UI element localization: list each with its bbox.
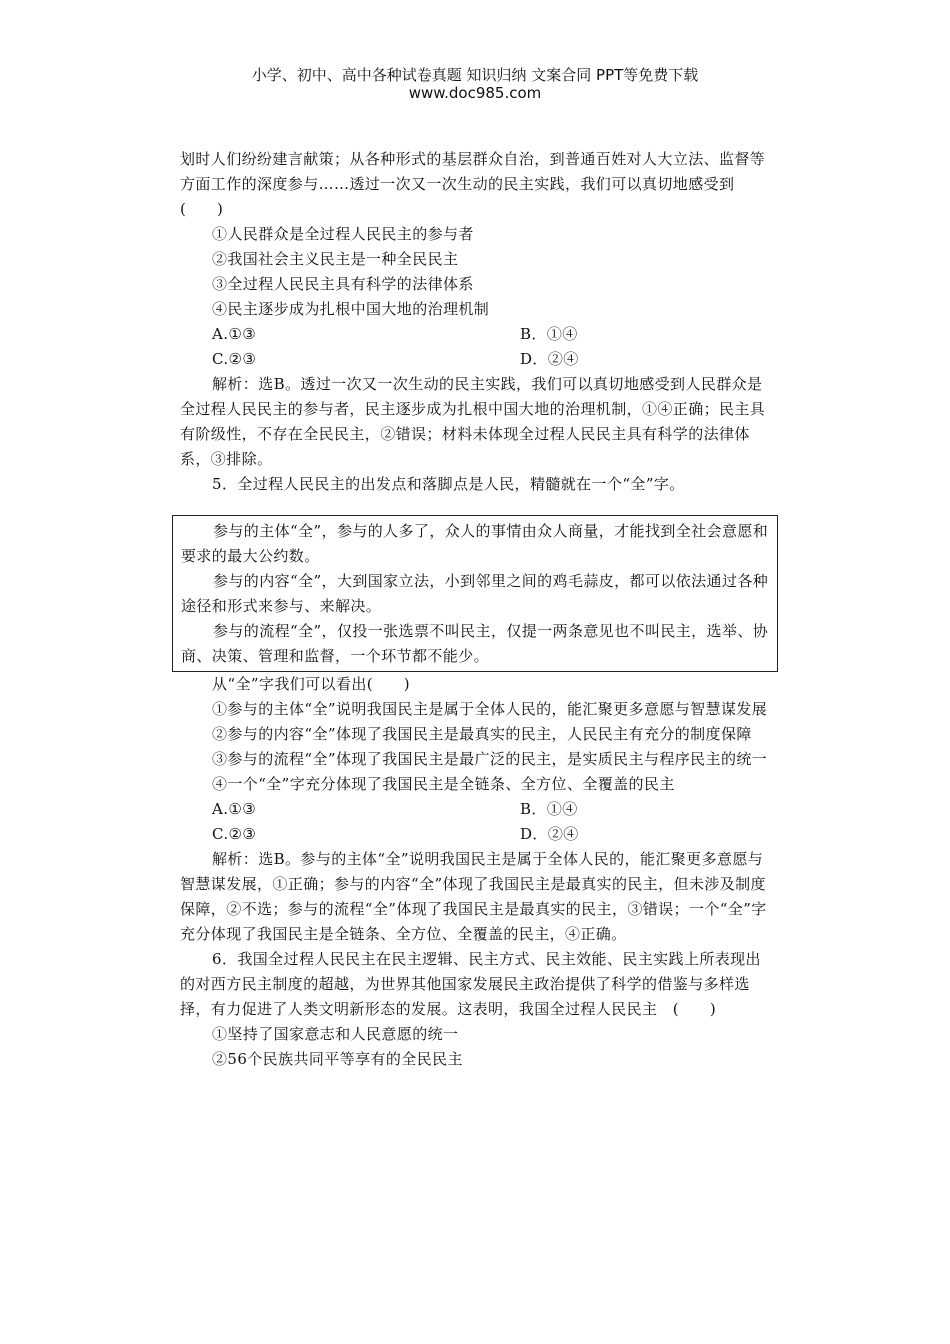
spacer — [180, 497, 770, 515]
q4-choices-row-1 — [180, 322, 770, 347]
q5-item-2: ②参与的内容“全”体现了我国民主是最真实的民主，人民民主有充分的制度保障 — [212, 725, 752, 743]
q5-item-3: ③参与的流程“全”体现了我国民主是最广泛的民主，是实质民主与程序民主的统一 — [212, 750, 768, 768]
q6-item-1: ①坚持了国家意志和人民意愿的统一 — [212, 1025, 459, 1043]
q6-stem: 6．我国全过程人民民主在民主逻辑、民主方式、民主效能、民主实践上所表现出的对西方民主制度的超越，为世界其他国家发展民主政治提供了科学的借鉴与多样选择，有力促进了人类文明新形态的发展。这表明，我国全过程人民民主 ( ) — [180, 950, 761, 1018]
header-title: 小学、初中、高中各种试卷真题 知识归纳 文案合同 PPT等免费下载 — [251, 66, 699, 84]
q4-analysis: 解析：选B。透过一次又一次生动的民主实践，我们可以真切地感受到人民群众是全过程人民民主的参与者，民主逐步成为扎根中国大地的治理机制，①④正确；民主具有阶级性，不存在全民民主，②错误；材料未体现全过程人民民主具有科学的法律体系，③排除。 — [180, 375, 766, 468]
q4-choice-d: D．②④ — [520, 350, 579, 368]
q5-choice-b: B．①④ — [520, 800, 578, 818]
q5-choice-c: C.②③ — [212, 825, 257, 843]
page-header — [0, 66, 950, 102]
document-body — [180, 147, 770, 1072]
q5-question: 从“全”字我们可以看出( ) — [212, 675, 411, 693]
q5-item-1: ①参与的主体“全”说明我国民主是属于全体人民的，能汇聚更多意愿与智慧谋发展 — [212, 700, 768, 718]
q4-stem: 划时人们纷纷建言献策；从各种形式的基层群众自治，到普通百姓对人大立法、监督等方面工作的深度参与……透过一次又一次生动的民主实践，我们可以真切地感受到( ) — [180, 150, 766, 218]
q4-choice-a: A.①③ — [212, 325, 257, 343]
header-url: www.doc985.com — [408, 84, 542, 102]
q4-choices-row-2 — [180, 347, 770, 372]
q4-item-2: ②我国社会主义民主是一种全民民主 — [212, 250, 459, 268]
q4-item-1: ①人民群众是全过程人民民主的参与者 — [212, 225, 474, 243]
q4-choice-c: C.②③ — [212, 350, 257, 368]
q4-choice-b: B．①④ — [520, 325, 578, 343]
q5-choice-a: A.①③ — [212, 800, 257, 818]
q5-analysis: 解析：选B。参与的主体“全”说明我国民主是属于全体人民的，能汇聚更多意愿与智慧谋发展，①正确；参与的内容“全”体现了我国民主是最真实的民主，但未涉及制度保障，②不选；参与的流程“全”体现了我国民主是最真实的民主，③错误；一个“全”字充分体现了我国民主是全链条、全方位、全覆盖的民主，④正确。 — [180, 850, 767, 943]
q5-material-3: 参与的流程“全”，仅投一张选票不叫民主，仅提一两条意见也不叫民主，选举、协商、决策、管理和监督，一个环节都不能少。 — [181, 622, 769, 665]
q5-item-4: ④一个“全”字充分体现了我国民主是全链条、全方位、全覆盖的民主 — [212, 775, 675, 793]
q5-stem: 5．全过程人民民主的出发点和落脚点是人民，精髓就在一个“全”字。 — [212, 475, 685, 493]
q5-choice-d: D．②④ — [520, 825, 579, 843]
q5-choices-row-2 — [180, 822, 770, 847]
q5-material-box — [172, 515, 778, 672]
q6-item-2: ②56个民族共同平等享有的全民民主 — [212, 1050, 463, 1068]
q4-item-3: ③全过程人民民主具有科学的法律体系 — [212, 275, 474, 293]
q5-choices-row-1 — [180, 797, 770, 822]
q4-item-4: ④民主逐步成为扎根中国大地的治理机制 — [212, 300, 490, 318]
q5-material-1: 参与的主体“全”，参与的人多了，众人的事情由众人商量，才能找到全社会意愿和要求的最大公约数。 — [181, 522, 769, 565]
q5-material-2: 参与的内容“全”，大到国家立法，小到邻里之间的鸡毛蒜皮，都可以依法通过各种途径和形式来参与、来解决。 — [181, 572, 769, 615]
